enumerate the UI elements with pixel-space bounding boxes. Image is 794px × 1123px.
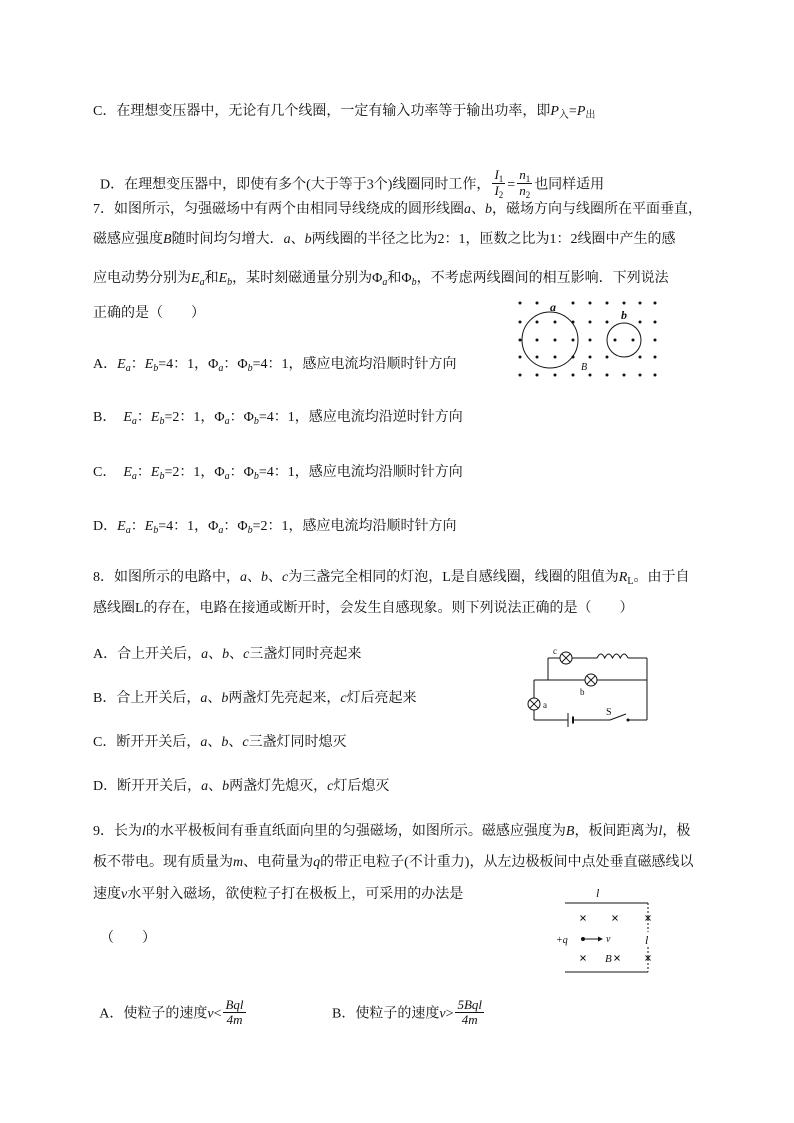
text-run: Φ (401, 271, 412, 286)
text-run: ： (229, 465, 244, 480)
q9-option-b (325, 980, 486, 1027)
text-run: =2：1， (164, 465, 215, 480)
field-dot (554, 339, 557, 342)
math-subscript: a (224, 471, 230, 482)
text-run: ： (223, 519, 238, 534)
math-variable: P (576, 104, 586, 119)
math-variable: n (519, 183, 526, 198)
math-subscript: a (218, 363, 224, 374)
text-run: D． (93, 519, 118, 534)
field-dot (632, 339, 635, 342)
math-subscript: 2 (525, 190, 531, 200)
math-subscript: 1 (498, 174, 504, 184)
math-subscript: b (253, 471, 259, 482)
math-variable: a (200, 735, 208, 750)
math-variable: E (150, 465, 160, 480)
q7-option-b (93, 408, 463, 428)
text-run: 、 (207, 735, 222, 750)
field-b-label: B (581, 362, 588, 373)
math-subscript: b (159, 416, 165, 427)
math-variable: P (550, 104, 559, 119)
q7-stem-line-1 (93, 200, 702, 220)
math-variable: R (618, 570, 628, 585)
text-run: ，某时刻磁通量分别为 (232, 271, 373, 286)
comparison-sign: < (213, 1006, 222, 1022)
field-dot (589, 339, 592, 342)
text-run: =4：1，感应电流均沿逆时针方向 (258, 410, 463, 425)
math-subscript: b (411, 277, 417, 288)
text-run: 的水平极板间有垂直纸面向里的匀强磁场，如图所示。磁感应强度为 (145, 824, 566, 839)
fraction-numerator (517, 168, 532, 184)
coil-b (607, 323, 641, 357)
math-variable: c (243, 647, 250, 662)
text-run: C．断开开关后， (93, 735, 201, 750)
math-subscript: a (199, 277, 205, 288)
math-variable: E (218, 271, 228, 286)
field-dot (519, 339, 522, 342)
magnetic-field-coils-figure (512, 296, 662, 382)
math-subscript: a (224, 416, 230, 427)
text-run: 两盏灯先熄灭， (229, 779, 328, 794)
text-run: A．合上开关后， (93, 647, 202, 662)
charge-label: +q (556, 935, 568, 946)
current-ratio-fraction (492, 168, 505, 199)
math-subscript: 2 (498, 190, 504, 200)
math-variable: E (123, 465, 132, 480)
field-dot (654, 339, 657, 342)
math-variable: a (201, 647, 209, 662)
fraction-denominator (492, 184, 505, 199)
field-crosses (581, 916, 651, 961)
fraction-denominator: 4m (461, 1012, 478, 1027)
comparison-sign: > (445, 1006, 454, 1022)
text-run: 为三盏完全相同的灯泡，L是自感线圈，线圈的阻值为 (288, 570, 619, 585)
equals-sign: = (507, 177, 516, 193)
q7-stem-line-3 (93, 269, 669, 289)
math-subscript: b (153, 525, 159, 536)
lamp-a-label: a (543, 700, 547, 710)
parallel-plates-figure (553, 885, 658, 977)
field-dot (623, 374, 626, 377)
math-variable: E (117, 519, 126, 534)
q9-stem-line-2 (93, 853, 693, 873)
fraction-denominator (517, 184, 532, 199)
field-dot (572, 339, 575, 342)
text-run: ： (130, 519, 145, 534)
math-subscript: b (247, 363, 253, 374)
math-subscript: 入 (558, 110, 569, 121)
field-dot (519, 356, 522, 359)
field-dot (519, 302, 522, 305)
math-variable: b (221, 735, 229, 750)
field-b-label: B (605, 953, 612, 965)
math-variable: a (200, 691, 208, 706)
q6-option-d (93, 150, 605, 200)
plate-gap-label: l (645, 933, 649, 947)
text-run: ，磁场方向与线圈所在平面垂直， (492, 202, 702, 217)
math-subscript: 出 (585, 110, 596, 121)
math-subscript: a (382, 277, 388, 288)
speed-bound-fraction (455, 998, 484, 1027)
field-dot (654, 321, 657, 324)
text-run: 板不带电。现有质量为 (93, 855, 233, 870)
text-run: 应电动势分别为 (93, 271, 191, 286)
text-run: D．断开开关后， (93, 779, 202, 794)
math-subscript: b (253, 416, 259, 427)
text-run: ： (229, 410, 244, 425)
q7-stem-line-4 (93, 304, 205, 324)
text-run: =4：1，感应电流均沿顺时针方向 (258, 465, 463, 480)
text-run: 、 (290, 232, 305, 247)
coil-b-label: b (621, 308, 627, 322)
text-run: Φ (243, 465, 254, 480)
text-run: 水平射入磁场，欲使粒子打在极板上，可采用的办法是 (127, 887, 464, 902)
q9-stem-line-3 (93, 885, 463, 905)
text-run: 、 (268, 570, 282, 585)
text-run: 和 (387, 271, 402, 286)
velocity-label: v (606, 934, 611, 945)
text-run: ： (223, 357, 238, 372)
text-run: Φ (208, 519, 219, 534)
q8-option-d (93, 777, 389, 797)
text-run: 、 (208, 647, 223, 662)
text-run: 速度 (93, 887, 121, 902)
field-cross (581, 956, 586, 961)
particle-dot (581, 937, 585, 941)
q8-option-a (93, 645, 361, 665)
text-run: 和 (204, 271, 219, 286)
math-variable: E (144, 357, 154, 372)
field-dot (572, 374, 575, 377)
math-variable: m (233, 855, 244, 870)
math-variable: c (282, 570, 289, 585)
text-run: 灯后亮起来 (346, 691, 417, 706)
switch-lever (610, 714, 626, 720)
text-run: ，不考虑两线圈间的相互影响．下列说法 (416, 271, 669, 286)
math-variable: I (494, 183, 499, 198)
q9-answer-blank: （ ） (100, 931, 156, 946)
text-run: ： (130, 357, 145, 372)
q6-option-c (93, 102, 595, 122)
math-variable: c (327, 779, 334, 794)
math-variable: E (150, 410, 160, 425)
text-run: Φ (372, 271, 383, 286)
math-variable: B (565, 824, 575, 839)
math-subscript: 1 (525, 174, 531, 184)
text-run: Φ (208, 357, 219, 372)
text-run: 正确的是（ ） (93, 306, 205, 321)
math-variable: n (519, 167, 526, 182)
text-run: C． (93, 465, 124, 480)
text-run: Φ (214, 465, 225, 480)
text-run: =4：1， (158, 519, 209, 534)
fraction-numerator: 5Bql (457, 997, 483, 1012)
text-run: 三盏灯同时亮起来 (249, 647, 362, 662)
field-dot (606, 321, 609, 324)
text-run: =2：1， (164, 410, 215, 425)
text-run: 磁感应强度 (93, 232, 163, 247)
text-run: 、 (229, 647, 244, 662)
q7-option-a (93, 355, 457, 375)
field-dot (639, 374, 642, 377)
math-variable: I (494, 167, 499, 182)
text-run: 7．如图所示，匀强磁场中有两个由相同导线绕成的圆形线圈 (93, 202, 464, 217)
q9-option-a-lead: A．使粒子的速度 (99, 1006, 208, 1022)
text-run: B． (93, 410, 124, 425)
text-run: A． (93, 357, 118, 372)
text-run: 灯后熄灭 (333, 779, 390, 794)
text-run: Φ (243, 410, 254, 425)
text-run: 的带正电粒子(不计重力)，从左边极板间中点处垂直磁感线以 (320, 855, 694, 870)
coil-a-label: a (550, 300, 556, 314)
math-variable: v (207, 1006, 214, 1022)
fraction-denominator: 4m (226, 1012, 243, 1027)
text-run: Φ (214, 410, 225, 425)
text-run: C．在理想变压器中，无论有几个线圈，一定有输入功率等于输出功率，即 (93, 104, 551, 119)
math-variable: q (313, 855, 321, 870)
math-variable: b (222, 779, 230, 794)
field-dot (606, 302, 609, 305)
text-run: 、 (471, 202, 485, 217)
circuit-wires (534, 654, 647, 727)
field-dot (589, 321, 592, 324)
fraction-numerator: Bql (225, 997, 244, 1012)
q9-option-b-lead: B．使粒子的速度 (332, 1006, 440, 1022)
math-subscript: a (125, 363, 131, 374)
field-dot (654, 356, 657, 359)
q6-option-d-tail: 也同样适用 (534, 177, 605, 193)
math-variable: E (117, 357, 126, 372)
turns-ratio-fraction (517, 168, 532, 199)
field-dot (519, 321, 522, 324)
inductor-coil (597, 654, 628, 658)
q8-option-c (93, 733, 347, 753)
math-variable: a (201, 779, 209, 794)
field-dot (639, 302, 642, 305)
plate-length-label: l (596, 886, 600, 900)
q9-option-a (93, 980, 248, 1027)
math-subscript: b (153, 363, 159, 374)
field-dot (572, 302, 575, 305)
math-variable: b (304, 232, 312, 247)
text-run: ： (136, 465, 151, 480)
lamp-a (528, 698, 540, 710)
q7-option-c (93, 463, 463, 483)
text-run: =2：1，感应电流均沿顺时针方向 (252, 519, 457, 534)
text-run: Φ (237, 519, 248, 534)
text-run: 、 (247, 570, 261, 585)
field-dot (639, 356, 642, 359)
math-variable: v (121, 887, 128, 902)
speed-bound-fraction (223, 998, 245, 1027)
text-run: 8．如图所示的电路中， (93, 570, 240, 585)
q7-stem-line-2 (93, 230, 676, 250)
coil-a (522, 312, 578, 368)
text-run: ： (136, 410, 151, 425)
math-variable: l (658, 824, 663, 839)
field-dot (654, 302, 657, 305)
field-dot (554, 321, 557, 324)
text-run: 。由于自 (633, 570, 690, 585)
q9-stem-line-1 (93, 822, 690, 842)
math-variable: b (221, 691, 229, 706)
field-cross (615, 956, 620, 961)
field-cross (581, 916, 586, 921)
text-run: 随时间均匀增大． (171, 232, 284, 247)
math-subscript: b (247, 525, 253, 536)
field-dot (554, 374, 557, 377)
field-dot (606, 374, 609, 377)
field-dot (639, 321, 642, 324)
field-dot (536, 339, 539, 342)
math-variable: v (439, 1006, 446, 1022)
fraction-numerator (492, 168, 505, 184)
field-dot (519, 374, 522, 377)
text-run: 两线圈的半径之比为2：1，匝数之比为1：2线圈中产生的感 (311, 232, 676, 247)
text-run: 、 (207, 691, 222, 706)
math-subscript: L (627, 576, 634, 587)
field-dot (589, 356, 592, 359)
math-subscript: a (131, 416, 137, 427)
q8-stem-line-2 (93, 599, 634, 619)
field-dots (519, 302, 657, 377)
math-variable: b (222, 647, 230, 662)
q7-option-d (93, 517, 457, 537)
text-run: 两盏灯先亮起来， (228, 691, 341, 706)
text-run: 、电荷量为 (243, 855, 314, 870)
text-run: 感线圈L的存在，电路在接通或断开时，会发生自感现象。则下列说法正确的是（ ） (93, 601, 634, 616)
math-subscript: a (125, 525, 131, 536)
math-variable: B (163, 232, 172, 247)
field-cross (613, 916, 618, 921)
math-subscript: a (131, 471, 137, 482)
field-dot (589, 302, 592, 305)
math-variable: b (485, 202, 492, 217)
switch-contact (627, 719, 630, 722)
math-variable: b (261, 570, 268, 585)
text-run: 、 (208, 779, 223, 794)
field-dot (654, 374, 657, 377)
q8-option-b (93, 689, 417, 709)
text-run: ，极 (662, 824, 691, 839)
q8-stem-line-1 (93, 568, 689, 588)
field-dot (589, 374, 592, 377)
field-dot (536, 356, 539, 359)
field-dot (536, 374, 539, 377)
math-subscript: b (227, 277, 233, 288)
field-dot (554, 356, 557, 359)
lamp-b-label: b (580, 687, 585, 697)
math-variable: a (283, 232, 291, 247)
math-variable: l (142, 824, 146, 839)
text-run: = (568, 104, 577, 119)
text-run: B．合上开关后， (93, 691, 201, 706)
velocity-arrowhead (598, 937, 603, 942)
text-run: Φ (237, 357, 248, 372)
math-subscript: a (218, 525, 224, 536)
text-run: =4：1， (158, 357, 209, 372)
text-run: =4：1，感应电流均沿顺时针方向 (252, 357, 457, 372)
lamp-b (585, 674, 597, 686)
field-dot (536, 302, 539, 305)
q6-option-d-lead: D．在理想变压器中，即使有多个(大于等于3个)线圈同时工作， (100, 177, 491, 193)
field-dot (606, 356, 609, 359)
lamp-c-label: c (553, 646, 557, 656)
math-variable: c (242, 735, 249, 750)
math-variable: c (340, 691, 347, 706)
text-run: ，板间距离为 (574, 824, 659, 839)
switch-label: S (606, 707, 612, 718)
math-variable: E (144, 519, 154, 534)
text-run: 9．长为 (93, 824, 142, 839)
field-dot (536, 321, 539, 324)
field-dot (623, 302, 626, 305)
text-run: 三盏灯同时熄灭 (248, 735, 347, 750)
math-subscript: b (159, 471, 165, 482)
math-variable: E (123, 410, 132, 425)
lamp-c (560, 652, 572, 664)
math-variable: a (464, 202, 471, 217)
field-dot (614, 339, 617, 342)
math-variable: a (240, 570, 247, 585)
text-run: 、 (228, 735, 243, 750)
circuit-figure (522, 640, 657, 730)
math-variable: E (191, 271, 200, 286)
